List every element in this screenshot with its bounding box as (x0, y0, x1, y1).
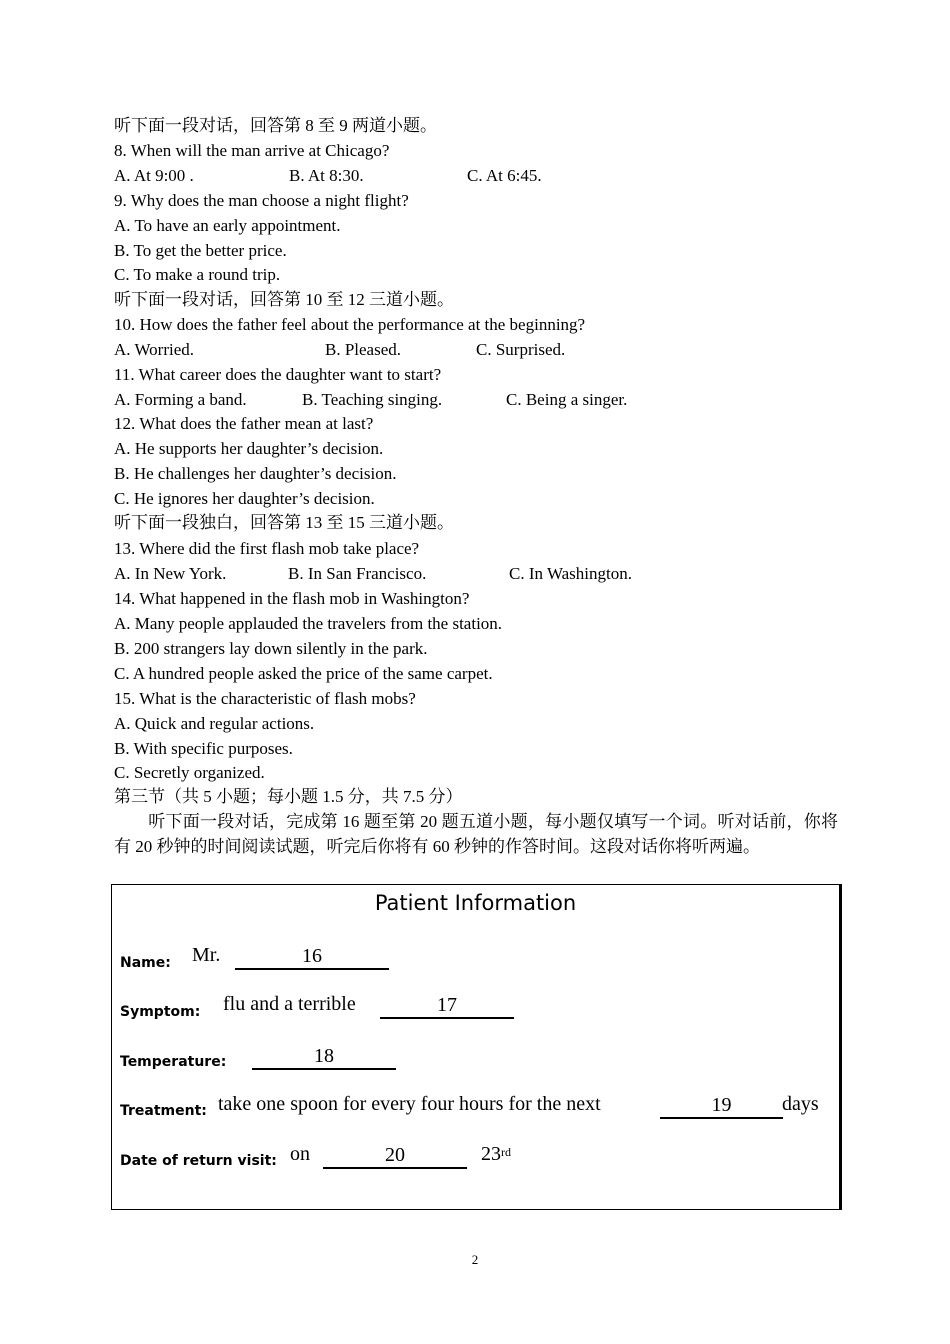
patient-information-form (111, 884, 842, 1210)
symptom-label: Symptom: (120, 1004, 201, 1020)
q14-option-b: B. 200 strangers lay down silently in the park. (114, 639, 428, 658)
q8-option-c: C. At 6:45. (467, 166, 542, 185)
q10-option-c: C. Surprised. (476, 340, 566, 359)
section-heading-q10-12: 听下面一段对话，回答第 10 至 12 三道小题。 (114, 290, 454, 309)
section-heading-q13-15: 听下面一段独白，回答第 13 至 15 三道小题。 (114, 513, 454, 532)
question-11-stem: 11. What career does the daughter want to start? (114, 365, 442, 384)
date-day-suffix: rd (501, 1145, 511, 1159)
question-11-options (114, 390, 838, 410)
q13-option-b: B. In San Francisco. (288, 564, 427, 583)
name-label: Name: (120, 955, 171, 971)
treatment-days: days (782, 1093, 819, 1115)
date-day: 23 (481, 1143, 501, 1165)
page-number: 2 (471, 1252, 479, 1267)
q10-option-b: B. Pleased. (325, 340, 402, 359)
section-heading-q8-9: 听下面一段对话，回答第 8 至 9 两道小题。 (114, 116, 437, 135)
q8-option-a: A. At 9:00 . (114, 166, 194, 185)
q9-option-a: A. To have an early appointment. (114, 216, 341, 235)
treatment-text: take one spoon for every four hours for the next (218, 1093, 601, 1115)
question-9-stem: 9. Why does the man choose a night flight? (114, 191, 409, 210)
question-12-stem: 12. What does the father mean at last? (114, 414, 374, 433)
blank-20[interactable]: 20 (323, 1143, 467, 1169)
question-13-stem: 13. Where did the first flash mob take place? (114, 539, 420, 558)
q15-option-b: B. With specific purposes. (114, 739, 293, 758)
return-visit-label: Date of return visit: (120, 1153, 277, 1169)
blank-16[interactable]: 16 (235, 944, 389, 970)
q11-option-c: C. Being a singer. (506, 390, 628, 409)
q11-option-a: A. Forming a band. (114, 390, 247, 409)
q15-option-a: A. Quick and regular actions. (114, 714, 315, 733)
question-14-stem: 14. What happened in the flash mob in Washington? (114, 589, 470, 608)
blank-18[interactable]: 18 (252, 1044, 396, 1070)
date-prefix: on (290, 1143, 310, 1165)
q14-option-a: A. Many people applauded the travelers from the station. (114, 614, 503, 633)
q15-option-c: C. Secretly organized. (114, 763, 265, 782)
q12-option-b: B. He challenges her daughter’s decision. (114, 464, 397, 483)
question-15-stem: 15. What is the characteristic of flash mobs? (114, 689, 416, 708)
name-prefix: Mr. (192, 944, 221, 966)
symptom-text: flu and a terrible (223, 993, 356, 1015)
part-three-instruction (114, 810, 838, 859)
q12-option-a: A. He supports her daughter’s decision. (114, 439, 384, 458)
q9-option-c: C. To make a round trip. (114, 265, 281, 284)
q13-option-a: A. In New York. (114, 564, 227, 583)
question-13-options (114, 564, 838, 584)
question-10-options (114, 340, 838, 360)
temperature-label: Temperature: (120, 1054, 227, 1070)
form-title: Patient Information (374, 891, 577, 915)
question-8-options (114, 166, 838, 186)
question-10-stem: 10. How does the father feel about the performance at the beginning? (114, 315, 586, 334)
blank-19[interactable]: 19 (660, 1093, 783, 1119)
q11-option-b: B. Teaching singing. (302, 390, 443, 409)
q10-option-a: A. Worried. (114, 340, 194, 359)
treatment-label: Treatment: (120, 1103, 207, 1119)
q13-option-c: C. In Washington. (509, 564, 632, 583)
q8-option-b: B. At 8:30. (289, 166, 364, 185)
part-three-heading: 第三节（共 5 小题；每小题 1.5 分，共 7.5 分） (114, 787, 463, 806)
instruction-text: 听下面一段对话，完成第 16 题至第 20 题五道小题，每小题仅填写一个词。听对话前，你将有 20 秒钟的时间阅读试题，听完后你将有 60 秒钟的作答时间。这段对话你将听两遍。 (114, 812, 838, 856)
blank-17[interactable]: 17 (380, 993, 514, 1019)
q9-option-b: B. To get the better price. (114, 241, 287, 260)
q12-option-c: C. He ignores her daughter’s decision. (114, 489, 375, 508)
question-8-stem: 8. When will the man arrive at Chicago? (114, 141, 390, 160)
return-date (481, 1143, 511, 1166)
q14-option-c: C. A hundred people asked the price of the same carpet. (114, 664, 493, 683)
